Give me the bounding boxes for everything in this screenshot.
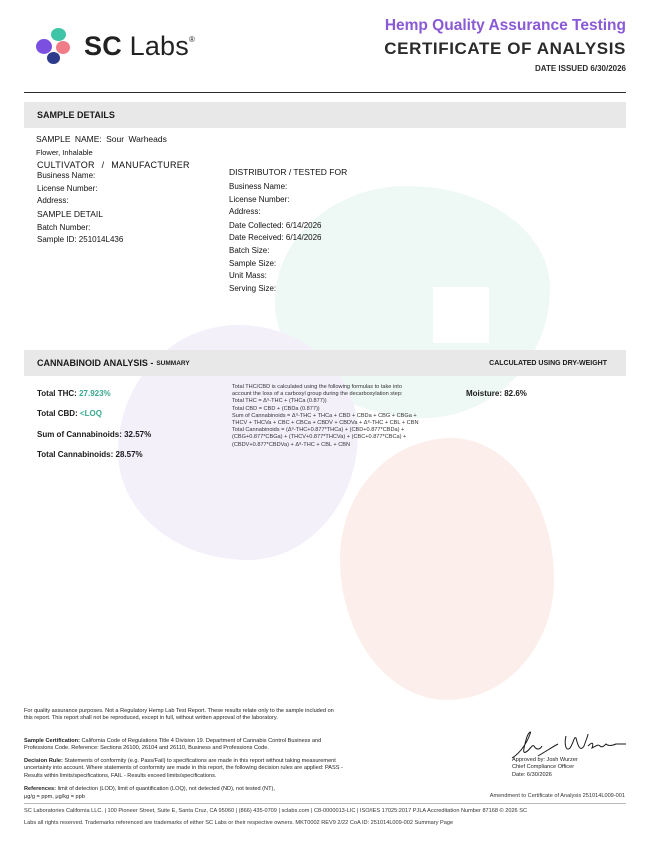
footer-line-1: SC Laboratories California LLC. | 100 Pioneer Street, Suite E, Santa Cruz, CA 95060 | (866) 435-0709 | sclabs.com | C8-0000013-LIC | ISO/IES 17025:2017 PJLA Accreditation Number 87168 © 2026 SC xyxy=(24,808,527,814)
section-title: SAMPLE DETAILS xyxy=(37,110,115,120)
total-cbd-value: <LOQ xyxy=(79,409,102,418)
references-text: limit of detection (LOD), limit of quantification (LOQ), not detected (ND), not tested (NT), xyxy=(57,786,275,792)
formula-line: (CBG+0.877*CBGa) + (THCV+0.877*THCVa) + (CBC+0.877*CBCa) + xyxy=(232,434,407,441)
distributor-heading: DISTRIBUTOR / TESTED FOR xyxy=(229,167,348,177)
formula-line: Total CBD = CBD + (CBDa (0.877)) xyxy=(232,405,320,412)
formula-line: THCV + THCVa + CBC + CBCa + CBDV + CBDVa + Δ⁸-THC + CBL + CBN xyxy=(232,420,419,427)
moisture: Moisture: 82.6% xyxy=(466,389,527,398)
references-label: References: xyxy=(24,786,57,792)
serving-size: Serving Size: xyxy=(229,284,277,293)
formula-line: (CBDV+0.877*CBDVa) + Δ⁸-THC + CBL + CBN xyxy=(232,441,351,448)
watermark-square xyxy=(433,287,489,343)
total-cannabinoids: Total Cannabinoids: 28.57% xyxy=(37,450,143,459)
footer-line-2: Labs all rights reserved. Trademarks referenced are trademarks of either SC Labs or their respective owners. MKT0002 REV9 2/22 CoA ID: 251014L009-002 Summary Page xyxy=(24,820,454,826)
watermark-shape-peach xyxy=(340,438,554,700)
sample-size: Sample Size: xyxy=(229,259,277,268)
references xyxy=(24,786,344,793)
document-title: CERTIFICATE OF ANALYSIS xyxy=(384,39,626,58)
total-cbd-label: Total CBD: xyxy=(37,409,78,418)
distributor-address: Address: xyxy=(229,207,261,216)
certification-label: Sample Certification: xyxy=(24,738,80,744)
cultivator-business-name: Business Name: xyxy=(37,171,96,180)
formula-line: Total THC/CBD is calculated using the following formulas to take into xyxy=(232,384,402,390)
calculation-basis: CALCULATED USING DRY-WEIGHT xyxy=(489,359,607,367)
total-thc-label: Total THC: xyxy=(37,389,77,398)
batch-number: Batch Number: xyxy=(37,223,91,232)
logo-mark-icon xyxy=(36,26,76,66)
cultivator-license-number: License Number: xyxy=(37,184,98,193)
sample-id: Sample ID: 251014L436 xyxy=(37,235,124,244)
distributor-license-number: License Number: xyxy=(229,195,290,204)
amendment-note: Amendment to Certificate of Analysis 251014L009-001 xyxy=(489,793,625,799)
report-type: Hemp Quality Assurance Testing xyxy=(384,17,626,34)
section-subtitle: SUMMARY xyxy=(156,359,190,367)
total-thc-value: 27.923% xyxy=(79,389,111,398)
disclaimer: For quality assurance purposes. Not a Regulatory Hemp Lab Test Report. These results relate only to the sample included on this report. This report shall not be reproduced, except in full, without written approval of the laboratory. xyxy=(24,708,334,722)
sample-name: SAMPLE NAME: Sour Warheads xyxy=(36,134,167,144)
formula-line: Total Cannabinoids = (Δ⁹-THC+0.877*THCa) + (CBD+0.877*CBDa) + xyxy=(232,427,405,434)
total-cbd xyxy=(37,409,102,418)
sc-labs-logo xyxy=(36,26,195,66)
sum-of-cannabinoids: Sum of Cannabinoids: 32.57% xyxy=(37,430,152,439)
approval-date: Date: 6/30/2026 xyxy=(512,772,552,778)
footer-divider xyxy=(24,803,626,804)
batch-size: Batch Size: xyxy=(229,246,270,255)
sample-certification xyxy=(24,738,344,753)
sample-type: Flower, Inhalable xyxy=(36,148,93,157)
unit-mass: Unit Mass: xyxy=(229,271,267,280)
calculation-formulas xyxy=(232,384,438,449)
sample-details-header xyxy=(24,102,626,128)
total-thc xyxy=(37,389,111,398)
decision-text: Statements of conformity (e.g. Pass/Fail) to specifications are made in this report without taking measurement uncertainty into account. Where statements of conformity are made in this report, the following decision rules are applied: PASS - Results within limits/specifications, FAIL - Results exceed limits/specifications. xyxy=(24,758,343,779)
certification-text: California Code of Regulations Title 4 Division 19. Department of Cannabis Control Business and Professions Code. Reference: Sections 26100, 26104 and 26110, Business and Professions Code. xyxy=(24,738,322,752)
cannabinoid-analysis-header xyxy=(24,350,626,376)
header-divider xyxy=(24,92,626,93)
formula-line: account the loss of a carboxyl group during the decarboxylation step: xyxy=(232,391,403,398)
formula-line: Total THC = Δ⁹-THC + (THCa (0.877)) xyxy=(232,398,327,405)
approved-by: Approved by: Josh Wurzer xyxy=(512,757,578,763)
sample-detail-heading: SAMPLE DETAIL xyxy=(37,209,103,219)
distributor-business-name: Business Name: xyxy=(229,182,288,191)
section-title: CANNABINOID ANALYSIS - xyxy=(37,358,154,368)
date-received: Date Received: 6/14/2026 xyxy=(229,233,322,242)
decision-label: Decision Rule: xyxy=(24,758,63,764)
approver-role: Chief Compliance Officer xyxy=(512,764,575,770)
cultivator-address: Address: xyxy=(37,196,69,205)
date-collected: Date Collected: 6/14/2026 xyxy=(229,221,322,230)
units-legend: μg/g = ppm, μg/kg = ppb xyxy=(24,794,85,800)
formula-line: Sum of Cannabinoids = Δ⁹-THC + THCa + CBD + CBDa + CBG + CBGa + xyxy=(232,412,417,419)
date-issued: DATE ISSUED 6/30/2026 xyxy=(534,64,626,73)
decision-rule xyxy=(24,758,344,780)
cultivator-heading: CULTIVATOR / MANUFACTURER xyxy=(37,160,190,170)
brand-name: SC Labs® xyxy=(84,30,196,61)
